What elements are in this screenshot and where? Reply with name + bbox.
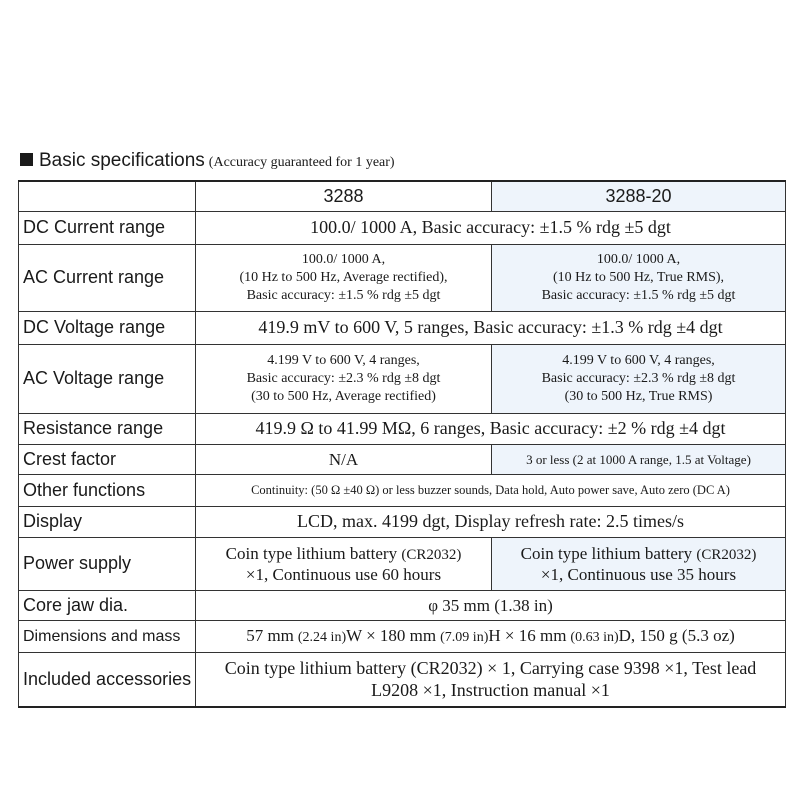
text-span: (2.24 in) [297, 629, 347, 645]
power-supply-3288 [196, 537, 492, 590]
ac-voltage-3288-20 [492, 344, 786, 413]
row-display [19, 506, 786, 537]
row-ac-voltage [19, 344, 786, 413]
text-line: Basic accuracy: ±1.5 % rdg ±5 dgt [246, 287, 441, 303]
text-line: Basic accuracy: ±2.3 % rdg ±8 dgt [541, 370, 736, 386]
row-label: Included accessories [19, 652, 196, 707]
text-line: 100.0/ 1000 A, [301, 251, 386, 267]
core-jaw-value: φ 35 mm (1.38 in) [196, 590, 786, 620]
text-line [495, 544, 782, 565]
text-line [199, 544, 488, 565]
accessories-value [196, 652, 786, 707]
row-other-functions [19, 474, 786, 506]
row-label: Other functions [19, 474, 196, 506]
spec-table [18, 180, 786, 708]
row-label: Dimensions and mass [19, 620, 196, 652]
row-core-jaw [19, 590, 786, 620]
row-power-supply [19, 537, 786, 590]
text-line: ×1, Continuous use 35 hours [540, 564, 737, 584]
battery-code: (CR2032) [401, 546, 462, 563]
crest-factor-3288-20: 3 or less (2 at 1000 A range, 1.5 at Voltage) [492, 444, 786, 474]
column-header-3288-20: 3288-20 [492, 181, 786, 211]
row-label: Resistance range [19, 413, 196, 444]
text-line: 4.199 V to 600 V, 4 ranges, [562, 352, 715, 368]
dimensions-value [196, 620, 786, 652]
row-label: Display [19, 506, 196, 537]
text-line: (30 to 500 Hz, True RMS) [564, 388, 713, 404]
row-resistance [19, 413, 786, 444]
text-line: L9208 ×1, Instruction manual ×1 [371, 680, 610, 701]
power-supply-3288-20 [492, 537, 786, 590]
text-span: D, 150 g (5.3 oz) [618, 625, 735, 645]
text-line: 4.199 V to 600 V, 4 ranges, [267, 352, 420, 368]
text-span: 57 mm [246, 625, 294, 645]
ac-current-3288 [196, 244, 492, 311]
dc-voltage-value: 419.9 mV to 600 V, 5 ranges, Basic accuracy: ±1.3 % rdg ±4 dgt [196, 311, 786, 344]
text-span: H × 16 mm [488, 625, 567, 645]
display-value: LCD, max. 4199 dgt, Display refresh rate: 2.5 times/s [196, 506, 786, 537]
row-label: Power supply [19, 537, 196, 590]
column-header-3288: 3288 [196, 181, 492, 211]
row-label: AC Current range [19, 244, 196, 311]
row-label: Core jaw dia. [19, 590, 196, 620]
row-label: AC Voltage range [19, 344, 196, 413]
text-line: 100.0/ 1000 A, [596, 251, 681, 267]
battery-type: Coin type lithium battery [520, 543, 693, 563]
other-functions-value: Continuity: (50 Ω ±40 Ω) or less buzzer sounds, Data hold, Auto power save, Auto zero (DC A) [196, 474, 786, 506]
section-title [20, 150, 395, 172]
row-dimensions [19, 620, 786, 652]
section-title-text: Basic specifications [39, 150, 205, 171]
text-line: ×1, Continuous use 60 hours [245, 564, 442, 584]
text-line: Basic accuracy: ±2.3 % rdg ±8 dgt [246, 370, 441, 386]
battery-code: (CR2032) [696, 546, 757, 563]
row-dc-current [19, 211, 786, 244]
text-line: (10 Hz to 500 Hz, Average rectified), [239, 269, 448, 285]
row-ac-current [19, 244, 786, 311]
text-line: (10 Hz to 500 Hz, True RMS), [552, 269, 725, 285]
accuracy-note: (Accuracy guaranteed for 1 year) [208, 155, 395, 170]
row-label: DC Current range [19, 211, 196, 244]
row-label: Crest factor [19, 444, 196, 474]
text-line: Basic accuracy: ±1.5 % rdg ±5 dgt [541, 287, 736, 303]
text-line: Coin type lithium battery (CR2032) × 1, Carrying case 9398 ×1, Test lead [224, 658, 757, 679]
text-span: W × 180 mm [346, 625, 437, 645]
row-label: DC Voltage range [19, 311, 196, 344]
crest-factor-3288: N/A [196, 444, 492, 474]
square-bullet-icon [20, 153, 33, 166]
row-crest-factor [19, 444, 786, 474]
text-line: (30 to 500 Hz, Average rectified) [251, 388, 436, 404]
battery-type: Coin type lithium battery [225, 543, 398, 563]
text-span: (7.09 in) [440, 629, 489, 645]
header-empty-cell [19, 181, 196, 211]
resistance-value: 419.9 Ω to 41.99 MΩ, 6 ranges, Basic accuracy: ±2 % rdg ±4 dgt [196, 413, 786, 444]
ac-voltage-3288 [196, 344, 492, 413]
row-accessories [19, 652, 786, 707]
header-row [19, 181, 786, 211]
ac-current-3288-20 [492, 244, 786, 311]
dc-current-value: 100.0/ 1000 A, Basic accuracy: ±1.5 % rdg ±5 dgt [196, 211, 786, 244]
text-span: (0.63 in) [570, 629, 619, 645]
row-dc-voltage [19, 311, 786, 344]
